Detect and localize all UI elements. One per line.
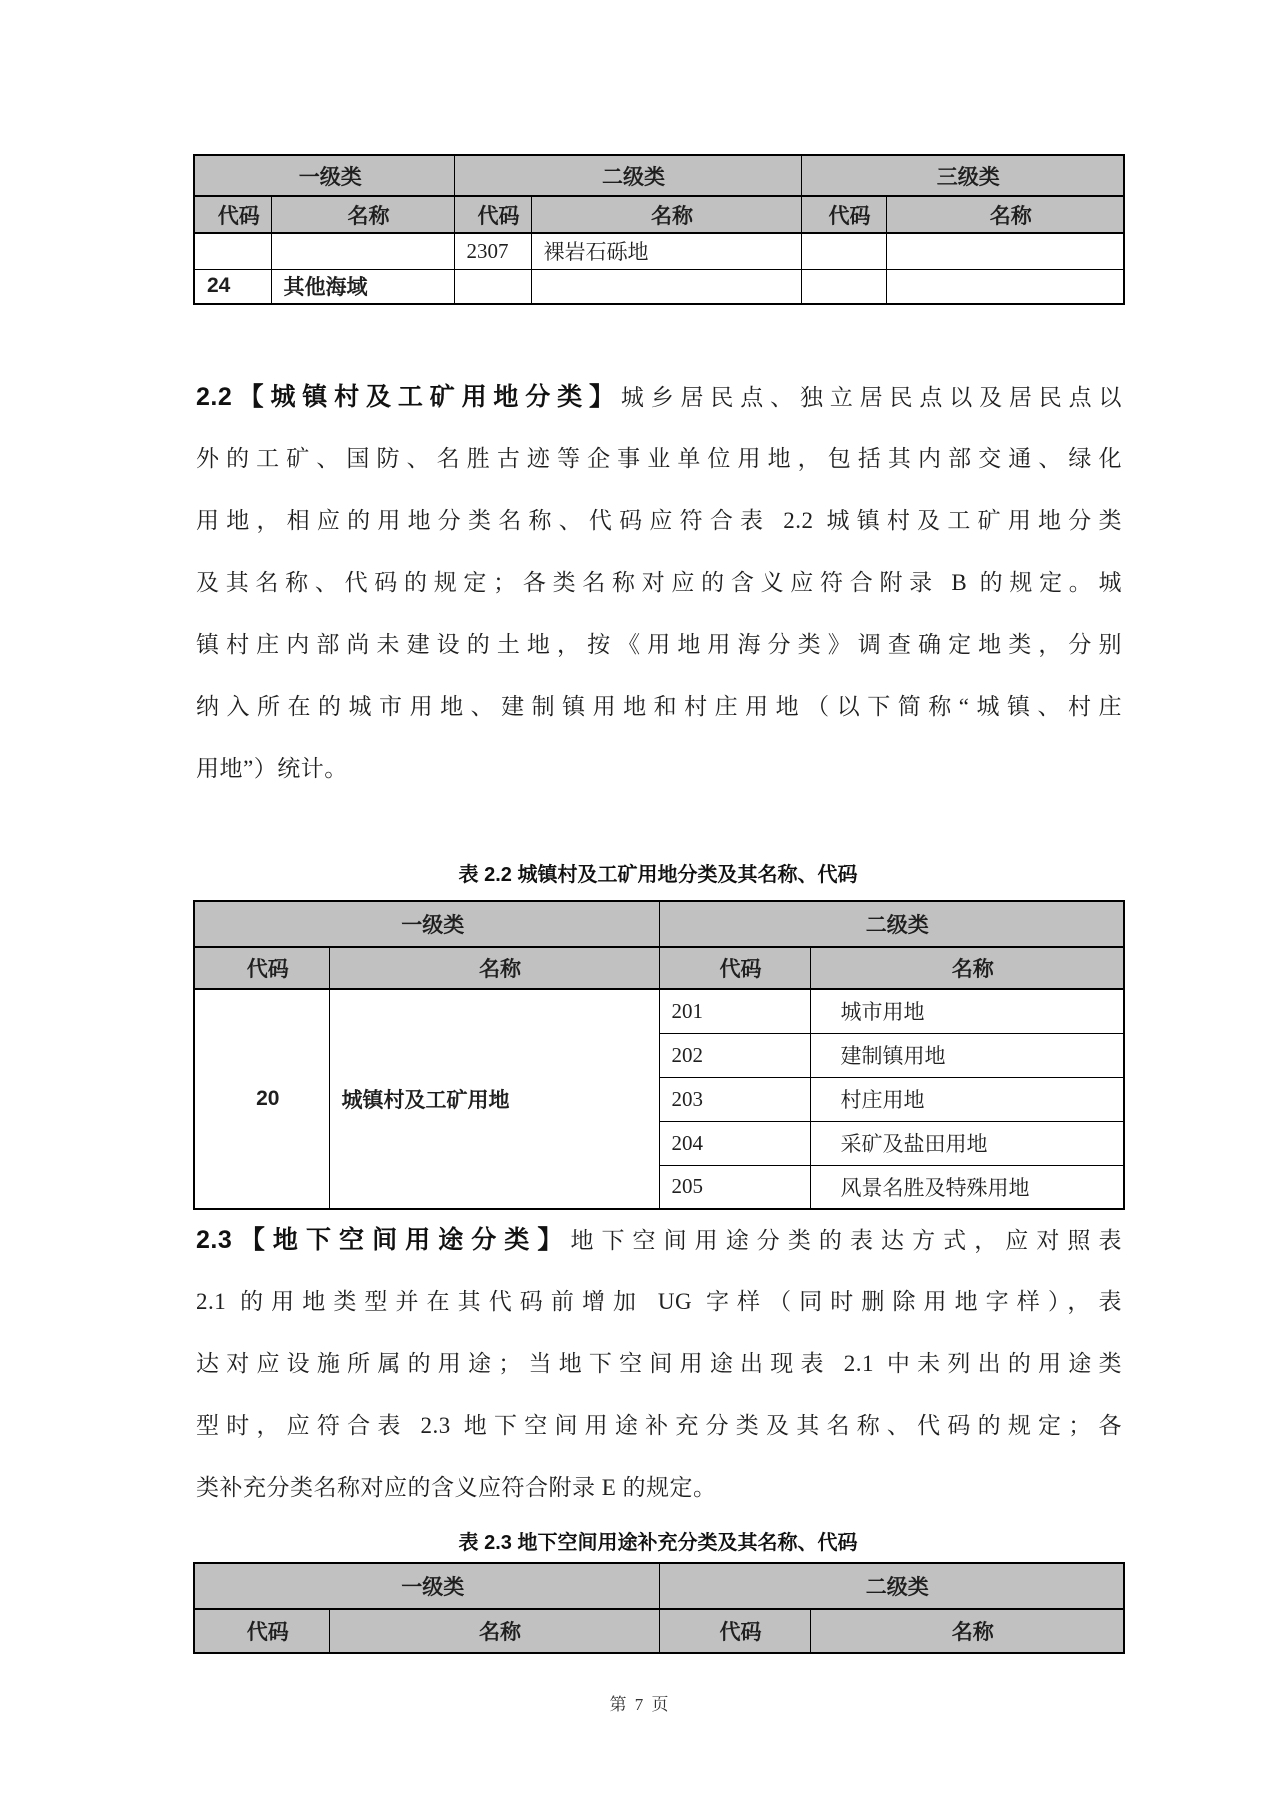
paragraph-line: 类补充分类名称对应的含义应符合附录 E 的规定。 [196, 1475, 717, 1500]
sub-header-code: 代码 [194, 196, 271, 233]
cell-l2-code: 203 [659, 1077, 810, 1121]
sub-header-name: 名称 [271, 196, 454, 233]
cell-l1-name [271, 233, 454, 269]
cell-l3-name [886, 269, 1124, 304]
paragraph-line: 外的工矿、国防、名胜古迹等企事业单位用地，包括其内部交通、绿化 [196, 446, 1122, 471]
section-2-3-paragraph [196, 1209, 1122, 1519]
group-header-level2: 二级类 [659, 901, 1124, 947]
sub-header-code: 代码 [659, 1609, 810, 1653]
paragraph-line: 纳入所在的城市用地、建制镇用地和村庄用地（以下简称“城镇、村庄 [196, 694, 1122, 719]
paragraph-text: 地下空间用途分类的表达方式，应对照表 [570, 1228, 1122, 1253]
section-2-3-heading: 2.3【地下空间用途分类】 [196, 1226, 571, 1254]
paragraph-line: 2.1 的用地类型并在其代码前增加 UG 字样（同时删除用地字样），表 [196, 1289, 1122, 1314]
table-row [194, 269, 1124, 304]
cell-l2-name: 裸岩石砾地 [531, 233, 801, 269]
cell-l1-code [194, 233, 271, 269]
table-row [194, 901, 1124, 947]
cell-l1-name: 城镇村及工矿用地 [329, 989, 659, 1209]
table-row [194, 1563, 1124, 1609]
cell-l2-name: 村庄用地 [810, 1077, 1124, 1121]
cell-l2-name: 建制镇用地 [810, 1033, 1124, 1077]
paragraph-line: 镇村庄内部尚未建设的土地，按《用地用海分类》调查确定地类，分别 [196, 632, 1122, 657]
paragraph-line: 及其名称、代码的规定；各类名称对应的含义应符合附录 B 的规定。城 [196, 570, 1122, 595]
cell-l3-code [801, 269, 886, 304]
sub-header-name: 名称 [886, 196, 1124, 233]
cell-l2-code: 202 [659, 1033, 810, 1077]
table-row [194, 233, 1124, 269]
group-header-level1: 一级类 [194, 155, 454, 196]
group-header-level3: 三级类 [801, 155, 1124, 196]
table-row [194, 1609, 1124, 1653]
cell-l3-code [801, 233, 886, 269]
sub-header-code: 代码 [801, 196, 886, 233]
sub-header-name: 名称 [810, 1609, 1124, 1653]
land-class-table-continued [193, 154, 1125, 305]
sub-header-name: 名称 [531, 196, 801, 233]
paragraph-text: 城乡居民点、独立居民点以及居民点以 [620, 385, 1122, 410]
cell-l1-name: 其他海域 [271, 269, 454, 304]
cell-l2-code: 2307 [454, 233, 531, 269]
paragraph-line: 用地”）统计。 [196, 756, 348, 781]
table-row [194, 196, 1124, 233]
table-row [194, 155, 1124, 196]
cell-l1-code: 24 [194, 269, 271, 304]
sub-header-code: 代码 [194, 1609, 329, 1653]
group-header-level2: 二级类 [659, 1563, 1124, 1609]
table-row [194, 947, 1124, 989]
table-2-2 [193, 900, 1125, 1210]
cell-l2-code: 201 [659, 989, 810, 1033]
paragraph-line [196, 366, 1122, 428]
cell-l2-name: 采矿及盐田用地 [810, 1121, 1124, 1165]
table-2-3-caption: 表 2.3 地下空间用途补充分类及其名称、代码 [458, 1532, 858, 1554]
cell-l2-code [454, 269, 531, 304]
paragraph-line: 达对应设施所属的用途；当地下空间用途出现表 2.1 中未列出的用途类 [196, 1351, 1122, 1376]
cell-l2-code: 204 [659, 1121, 810, 1165]
table-2-2-caption: 表 2.2 城镇村及工矿用地分类及其名称、代码 [458, 864, 858, 886]
sub-header-code: 代码 [194, 947, 329, 989]
paragraph-line [196, 1209, 1122, 1271]
section-2-2-heading: 2.2【城镇村及工矿用地分类】 [196, 383, 621, 411]
sub-header-name: 名称 [329, 1609, 659, 1653]
cell-l2-name: 城市用地 [810, 989, 1124, 1033]
group-header-level1: 一级类 [194, 901, 659, 947]
cell-l2-name: 风景名胜及特殊用地 [810, 1165, 1124, 1209]
section-2-2-paragraph [196, 366, 1122, 800]
group-header-level2: 二级类 [454, 155, 801, 196]
sub-header-name: 名称 [810, 947, 1124, 989]
sub-header-code: 代码 [659, 947, 810, 989]
page-number: 第 7 页 [609, 1695, 671, 1714]
cell-l3-name [886, 233, 1124, 269]
cell-l1-code: 20 [194, 989, 329, 1209]
sub-header-code: 代码 [454, 196, 531, 233]
group-header-level1: 一级类 [194, 1563, 659, 1609]
cell-l2-code: 205 [659, 1165, 810, 1209]
cell-l2-name [531, 269, 801, 304]
table-2-3 [193, 1562, 1125, 1654]
paragraph-line: 用地，相应的用地分类名称、代码应符合表 2.2 城镇村及工矿用地分类 [196, 508, 1123, 533]
table-row [194, 989, 1124, 1033]
paragraph-line: 型时，应符合表 2.3 地下空间用途补充分类及其名称、代码的规定；各 [196, 1413, 1122, 1438]
sub-header-name: 名称 [329, 947, 659, 989]
